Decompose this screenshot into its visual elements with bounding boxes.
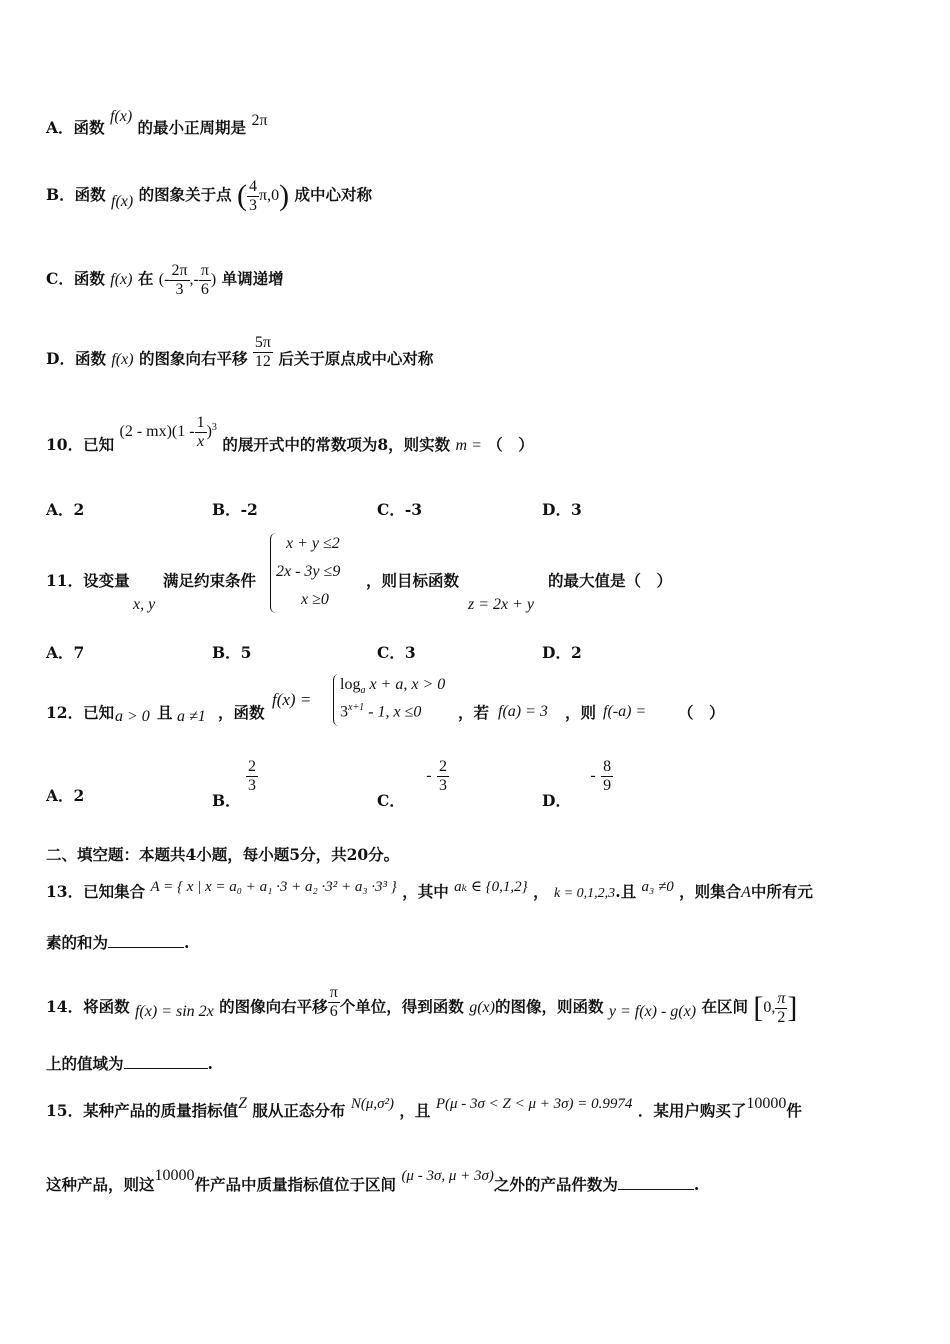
q15-probability: P(μ - 3σ < Z < μ + 3σ) = 0.9974 (435, 1096, 633, 1112)
q14-line2: 上的值域为 . (46, 1054, 213, 1073)
q12-c-fraction: $\frac{2}{3}$ (438, 758, 447, 794)
q10-text: 的展开式中的常数项为8，则实数 (222, 435, 451, 455)
q9-c-label: C．函数 (46, 269, 105, 289)
q9-b-fx: f(x) (111, 193, 134, 211)
q9-a-label: A．函数 (46, 118, 105, 137)
q14-interval-fraction: $\frac{\pi}{2}$ (777, 990, 786, 1026)
q15-normal: N(μ,σ²) (350, 1096, 394, 1112)
q12-piece-2: $3^{x+1} - 1$, x ≤0 (340, 702, 422, 721)
q12-option-d[interactable]: D． - $\frac{8}{9}$ (542, 758, 612, 811)
q10-label: 10．已知 (46, 435, 115, 455)
q12-option-a[interactable]: A．2 (46, 786, 85, 805)
q11-text3: 的最大值是（ ） (548, 571, 673, 590)
q15-count-1: 10000 (746, 1095, 787, 1112)
q12-b-fraction: $\frac{2}{3}$ (248, 758, 257, 794)
q9-b-text1: 的图象关于点 (138, 185, 232, 205)
q9-d-text2: 后关于原点成中心对称 (278, 349, 434, 369)
q9-option-d (46, 334, 434, 378)
q14-interval-start: 0, (763, 999, 776, 1017)
q14-y: y = f(x) - g(x) (608, 1003, 697, 1021)
q15-z: Z (238, 1095, 247, 1112)
q9-c-fx: f(x) (110, 271, 133, 289)
q12-d-fraction: $\frac{8}{9}$ (603, 758, 612, 794)
q12-fx: f(x) = (272, 690, 312, 709)
q11-label: 11．设变量 (46, 571, 130, 590)
q9-option-c: C．函数 f(x) 在 (- $\frac{2\pi}{3}$ ,- $\frac{\pi}{6}$ ) 单调递增 (46, 262, 284, 298)
q10-expr: (2 - mx)(1 - (119, 423, 195, 441)
q12-paren: （ ） (678, 703, 725, 722)
q12-label: 12．已知 (46, 703, 115, 722)
q9-c-text2: 单调递增 (221, 269, 284, 289)
q12-text1: ，函数 (218, 703, 265, 722)
q15-interval: (μ - 3σ, μ + 3σ) (401, 1168, 494, 1184)
q9-d-fx: f(x) (111, 351, 134, 369)
q13-line2: 素的和为 . (46, 933, 190, 952)
q11-constraint-1: x + y ≤2 (286, 535, 340, 552)
q12-ask: f(-a) = (603, 703, 647, 720)
q9-d-fraction: $\frac{5\pi}{12}$ (254, 334, 271, 370)
q13-a3: a₃ ≠0 (641, 879, 674, 895)
q9-c-fraction2: $\frac{\pi}{6}$ (200, 262, 209, 298)
q9-c-text1: 在 (137, 269, 154, 289)
q12-text3: ，则 (565, 703, 597, 722)
q12-piece-1: $\log_a x + a$, x > 0 (340, 676, 446, 697)
q9-d-label: D．函数 (46, 349, 106, 369)
q12-and: 且 (157, 703, 173, 722)
q15-count-2: 10000 (154, 1167, 195, 1184)
q9-b-point: π,0 (259, 187, 280, 205)
q11-option-a[interactable]: A．7 (46, 643, 85, 662)
q11-vars: x, y (133, 596, 156, 613)
q14-shift-fraction: $\frac{\pi}{6}$ (329, 984, 338, 1020)
q13-answer-blank[interactable] (108, 933, 184, 948)
q9-b-label: B．函数 (46, 185, 106, 205)
q9-option-b: B．函数 f(x) 的图象关于点 ( $\frac{4}{3}$ π,0) 成中心对称 (46, 178, 373, 214)
q13-k: k = 0,1,2,3 (554, 886, 616, 901)
q9-a-text: 的最小正周期是 (137, 118, 247, 137)
q9-a-value: 2π (251, 112, 268, 129)
q12-cond-a-positive: a > 0 (115, 708, 150, 725)
q15-label: 15．某种产品的质量指标值 (46, 1101, 239, 1120)
q9-a-fx: f(x) (109, 108, 133, 125)
q10-power: 3 (211, 421, 217, 433)
section-fill-in-heading: 二、填空题：本题共4小题，每小题5分，共20分。 (46, 845, 400, 864)
q12-text2: ，若 (458, 703, 490, 722)
q11-option-b[interactable]: B．5 (212, 643, 252, 662)
q10-option-c[interactable]: C．-3 (377, 500, 423, 519)
q10-option-a[interactable]: A．2 (46, 500, 85, 519)
q15-stem: 15．某种产品的质量指标值Z 服从正态分布 N(μ,σ²) ，且 P(μ - 3σ < Z < μ + 3σ) = 0.9974 ．某用户购买了10000件 (46, 1095, 802, 1120)
q10-option-b[interactable]: B．-2 (212, 500, 258, 519)
q11-option-d[interactable]: D．2 (542, 643, 582, 662)
q12-cond-a-not-one: a ≠1 (177, 708, 206, 725)
q9-b-text2: 成中心对称 (294, 185, 373, 205)
q12-option-c[interactable]: C． - $\frac{2}{3}$ (377, 758, 447, 811)
q11-objective: z = 2x + y (468, 596, 535, 613)
q11-option-c[interactable]: C．3 (377, 643, 416, 662)
q15-line2: 这种产品，则这10000件产品中质量指标值位于区间 (μ - 3σ, μ + 3σ)之外的产品件数为 . (46, 1167, 700, 1194)
q14-answer-blank[interactable] (124, 1054, 208, 1069)
q14-stem: 14．将函数 f(x) = sin 2x 的图像向右平移 $\frac{\pi}{6}$ 个单位，得到函数 g(x)的图像，则函数 y = f(x) - g(x) 在区间 [0, $\frac{\pi}{2}$ ] (46, 984, 798, 1026)
q14-gx: g(x) (469, 999, 495, 1017)
q9-b-fraction: $\frac{4}{3}$ (249, 178, 258, 214)
q9-d-text1: 的图象向右平移 (138, 349, 248, 369)
q15-answer-blank[interactable] (618, 1175, 694, 1190)
q13-ak: aₖ ∈ {0,1,2} (454, 879, 528, 895)
q10-option-d[interactable]: D．3 (542, 500, 582, 519)
q10-m: m = (455, 437, 482, 455)
q9-c-fraction1: $\frac{2\pi}{3}$ (171, 262, 188, 298)
q14-label: 14．将函数 (46, 997, 130, 1017)
q10-fraction: $\frac{1}{x}$ (196, 414, 205, 450)
q13-set: A = { x | x = a₀ + a₁ ·3 + a₂ ·3² + a₃ ·3³ } (150, 879, 397, 895)
q12-option-b[interactable]: B． $\frac{2}{3}$ (212, 758, 257, 811)
q9-option-a (46, 108, 268, 138)
q11-text2: ，则目标函数 (366, 571, 460, 590)
q13-stem: 13．已知集合 A = { x | x = a₀ + a₁ ·3 + a₂ ·3² + a₃ ·3³ } ，其中 aₖ ∈ {0,1,2} ， k = 0,1,2,3.且 a₃ ≠0 ，则集合A中所有元 (46, 879, 813, 901)
q12-condition: f(a) = 3 (498, 703, 548, 720)
q14-fx: f(x) = sin 2x (134, 1003, 214, 1021)
q11-constraint-2: 2x - 3y ≤9 (276, 563, 341, 580)
q11-text1: 满足约束条件 (163, 571, 257, 590)
q10-stem: 10．已知 (2 - mx)(1 - $\frac{1}{x}$ )$^3$ 的展开式中的常数项为8，则实数 m = （ ） (46, 414, 534, 455)
q13-label: 13．已知集合 (46, 882, 146, 901)
q11-constraint-3: x ≥0 (301, 591, 329, 608)
